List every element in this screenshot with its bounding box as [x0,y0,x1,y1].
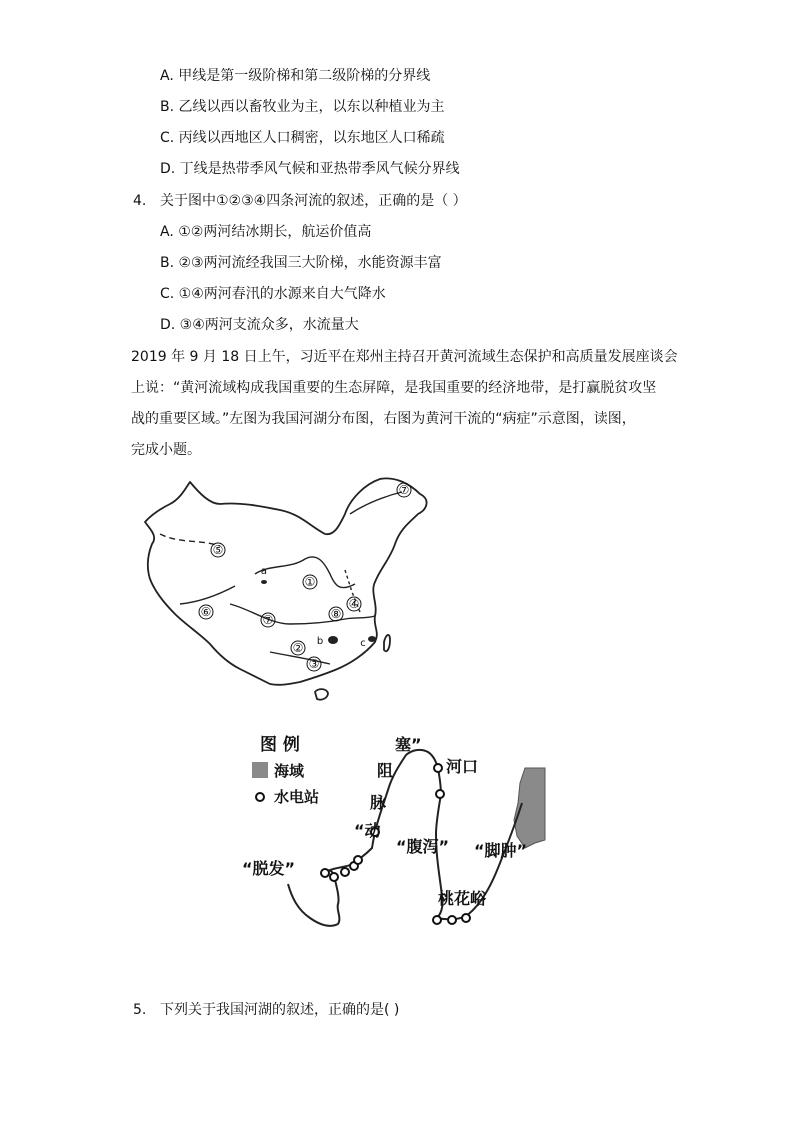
map-label-7: ⑦ [262,613,274,627]
hydropower-station [354,856,362,864]
lake-marker-c [368,636,376,642]
q5-stem: 下列关于我国河湖的叙述，正确的是( ) [160,1002,400,1018]
hydropower-station [434,764,442,772]
legend-title: 图 例 [260,735,300,755]
q3-option-d: D. 丁线是热带季风气候和亚热带季风气候分界线 [160,161,460,177]
tarim-river-path [160,534,220,546]
q4-option-d: D. ③④两河支流众多，水流量大 [160,317,359,333]
yellow-river-diagram [230,728,550,943]
passage-line-2: 上说：“黄河流域构成我国重要的生态屏障，是我国重要的经济地带，是打赢脱贫攻坚 [131,380,657,396]
passage-line-1: 2019 年 9 月 18 日上午，习近平在郑州主持召开黄河流域生态保护和高质量发展座谈会 [131,349,678,365]
china-river-map [140,474,440,712]
map-label-a: a [260,566,268,577]
lake-marker-a [261,580,267,584]
map-label-2: ② [292,641,304,655]
q5-number: 5. [133,1002,147,1018]
map-label-7-northeast: ⑦ [398,483,410,497]
hydropower-station [321,869,329,877]
map-label-c: c [360,638,366,649]
label-zu: 阻 [377,761,394,780]
label-dong: “动 [354,821,381,840]
label-hekou: 河口 [446,757,479,776]
q4-option-b: B. ②③两河流经我国三大阶梯，水能资源丰富 [160,255,442,271]
label-jiaozhong: “脚肿” [474,841,528,860]
label-tuofa: “脱发” [242,859,296,878]
sea-area [514,768,545,848]
sea-legend-swatch [252,762,268,778]
map-label-1: ① [304,575,316,589]
map-label-8: ⑧ [330,607,342,621]
china-outline [145,478,427,684]
legend-sea-label: 海域 [274,762,305,780]
q3-option-a: A. 甲线是第一级阶梯和第二级阶梯的分界线 [160,68,431,84]
lake-marker-b [328,636,338,644]
q3-option-b: B. 乙线以西以畜牧业为主，以东以种植业为主 [160,99,445,115]
yarlung-river-path [180,586,235,604]
q4-stem: 关于图中①②③④四条河流的叙述，正确的是（ ） [160,193,467,209]
hydropower-station [436,790,444,798]
hydropower-station [330,873,338,881]
hainan-island [315,689,328,700]
label-sai: 塞” [395,735,422,754]
label-mai: 脉 [370,793,387,812]
passage-line-4: 完成小题。 [131,442,201,458]
q4-number: 4. [133,193,147,209]
map-label-4: ④ [348,597,360,611]
q3-option-c: C. 丙线以西地区人口稠密，以东地区人口稀疏 [160,130,445,146]
map-label-5: ⑤ [212,543,224,557]
heilongjiang-river [350,492,402,514]
label-taohuayu: 桃花峪 [438,889,487,908]
hydropower-station [433,916,441,924]
hydropower-station [341,868,349,876]
hydropower-station [448,916,456,924]
passage-line-3: 战的重要区域。”左图为我国河湖分布图，右图为黄河干流的“病症”示意图，读图， [131,411,636,427]
label-fuxie: “腹泻” [396,837,450,856]
map-label-3: ③ [308,657,320,671]
hydropower-station [462,914,470,922]
hydropower-legend-icon [256,793,264,801]
taiwan-island [384,635,390,651]
map-label-6: ⑥ [200,605,212,619]
q4-option-c: C. ①④两河春汛的水源来自大气降水 [160,286,386,302]
legend-hydropower-label: 水电站 [274,788,320,806]
map-label-b: b [316,636,324,647]
q4-option-a: A. ①②两河结冰期长，航运价值高 [160,224,372,240]
